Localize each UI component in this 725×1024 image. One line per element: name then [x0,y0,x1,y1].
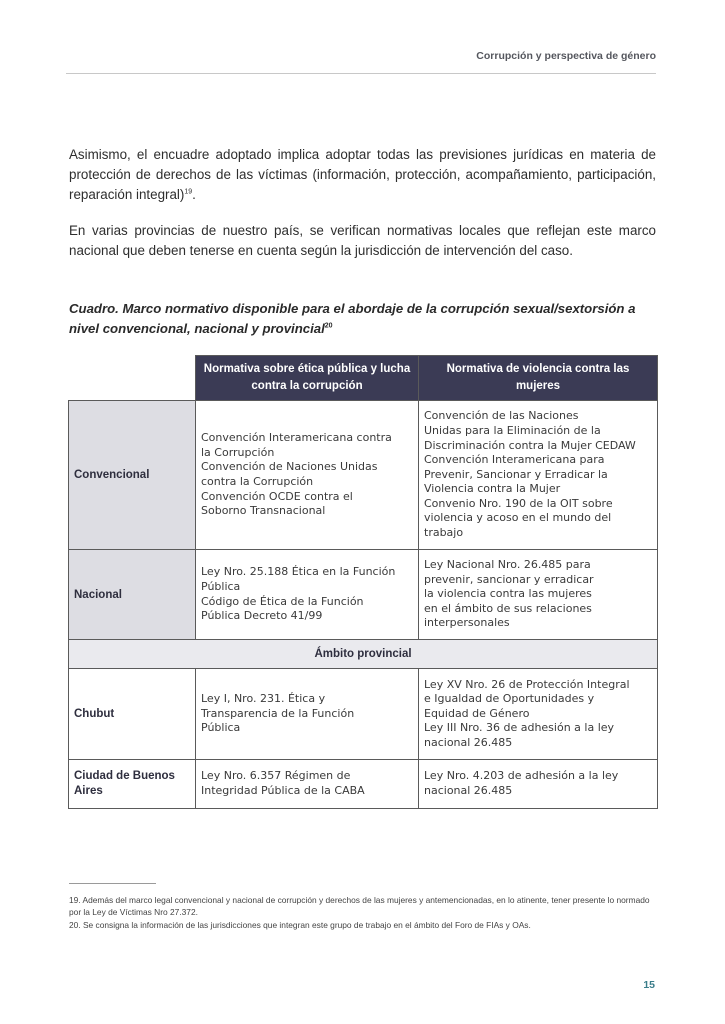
cell-chubut-etica: Ley I, Nro. 231. Ética y Transparencia de la Función Pública [196,669,419,760]
footnote-ref-20[interactable]: 20 [324,322,333,330]
para1-text: Asimismo, el encuadre adoptado implica adoptar todas las previsiones jurídicas en materia de protección de derechos de las víctimas (información, protección, acompañamiento, participación, reparación integral) [69,147,656,202]
section-row [69,640,658,669]
body-paragraph-1 [69,145,656,205]
header-divider [66,73,656,74]
cell-caba-violencia: Ley Nro. 4.203 de adhesión a la ley nacional 26.485 [419,760,658,809]
table-caption [69,299,659,339]
table-row [69,550,658,640]
col-header-etica-publica: Normativa sobre ética pública y lucha contra la corrupción [196,356,419,401]
section-ambito-provincial: Ámbito provincial [69,640,658,669]
row-label-nacional: Nacional [69,550,196,640]
body-paragraph-2: En varias provincias de nuestro país, se verifican normativas locales que reflejan este marco nacional que deben tenerse en cuenta según la jurisdicción de intervención del caso. [69,223,656,258]
normative-table [68,355,658,809]
table-header-row [69,356,658,401]
cell-convencional-violencia: Convención de las Naciones Unidas para la Eliminación de la Discriminación contra la Mujer CEDAW Convención Interamericana para Prevenir, Sancionar y Erradicar la Violencia contra la Mujer Convenio Nro. 190 de la OIT sobre violencia y acoso en el mundo del trabajo [419,401,658,550]
para1-end: . [192,187,196,202]
col-header-violencia-mujeres: Normativa de violencia contra las mujeres [419,356,658,401]
footnote-divider [69,883,156,884]
table-row [69,401,658,550]
cell-nacional-etica: Ley Nro. 25.188 Ética en la Función Pública Código de Ética de la Función Pública Decreto 41/99 [196,550,419,640]
cell-caba-etica: Ley Nro. 6.357 Régimen de Integridad Pública de la CABA [196,760,419,809]
row-label-caba: Ciudad de Buenos Aires [69,760,196,809]
footnote-19: 19. Además del marco legal convencional y nacional de corrupción y derechos de las mujeres y antemencionadas, en lo atinente, tener presente lo normado por la Ley de Víctimas Nro 27.372. [69,895,650,917]
table-row [69,669,658,760]
row-label-convencional: Convencional [69,401,196,550]
page-number: 15 [643,979,655,991]
table-row [69,760,658,809]
cell-chubut-violencia: Ley XV Nro. 26 de Protección Integral e Igualdad de Oportunidades y Equidad de Género Ley III Nro. 36 de adhesión a la ley nacional 26.485 [419,669,658,760]
running-title: Corrupción y perspectiva de género [476,50,656,62]
footnote-ref-19[interactable]: 19 [184,188,193,196]
cell-nacional-violencia: Ley Nacional Nro. 26.485 para prevenir, sancionar y erradicar la violencia contra las mujeres en el ámbito de sus relaciones interpersonales [419,550,658,640]
row-label-chubut: Chubut [69,669,196,760]
cell-convencional-etica: Convención Interamericana contra la Corrupción Convención de Naciones Unidas contra la Corrupción Convención OCDE contra el Soborno Transnacional [196,401,419,550]
caption-text: Cuadro. Marco normativo disponible para el abordaje de la corrupción sexual/sextorsión a nivel convencional, nacional y provincial [69,301,636,336]
footnote-20: 20. Se consigna la información de las jurisdicciones que integran este grupo de trabajo en el ámbito del Foro de FIAs y OAs. [69,920,531,930]
corner-cell [69,356,196,401]
